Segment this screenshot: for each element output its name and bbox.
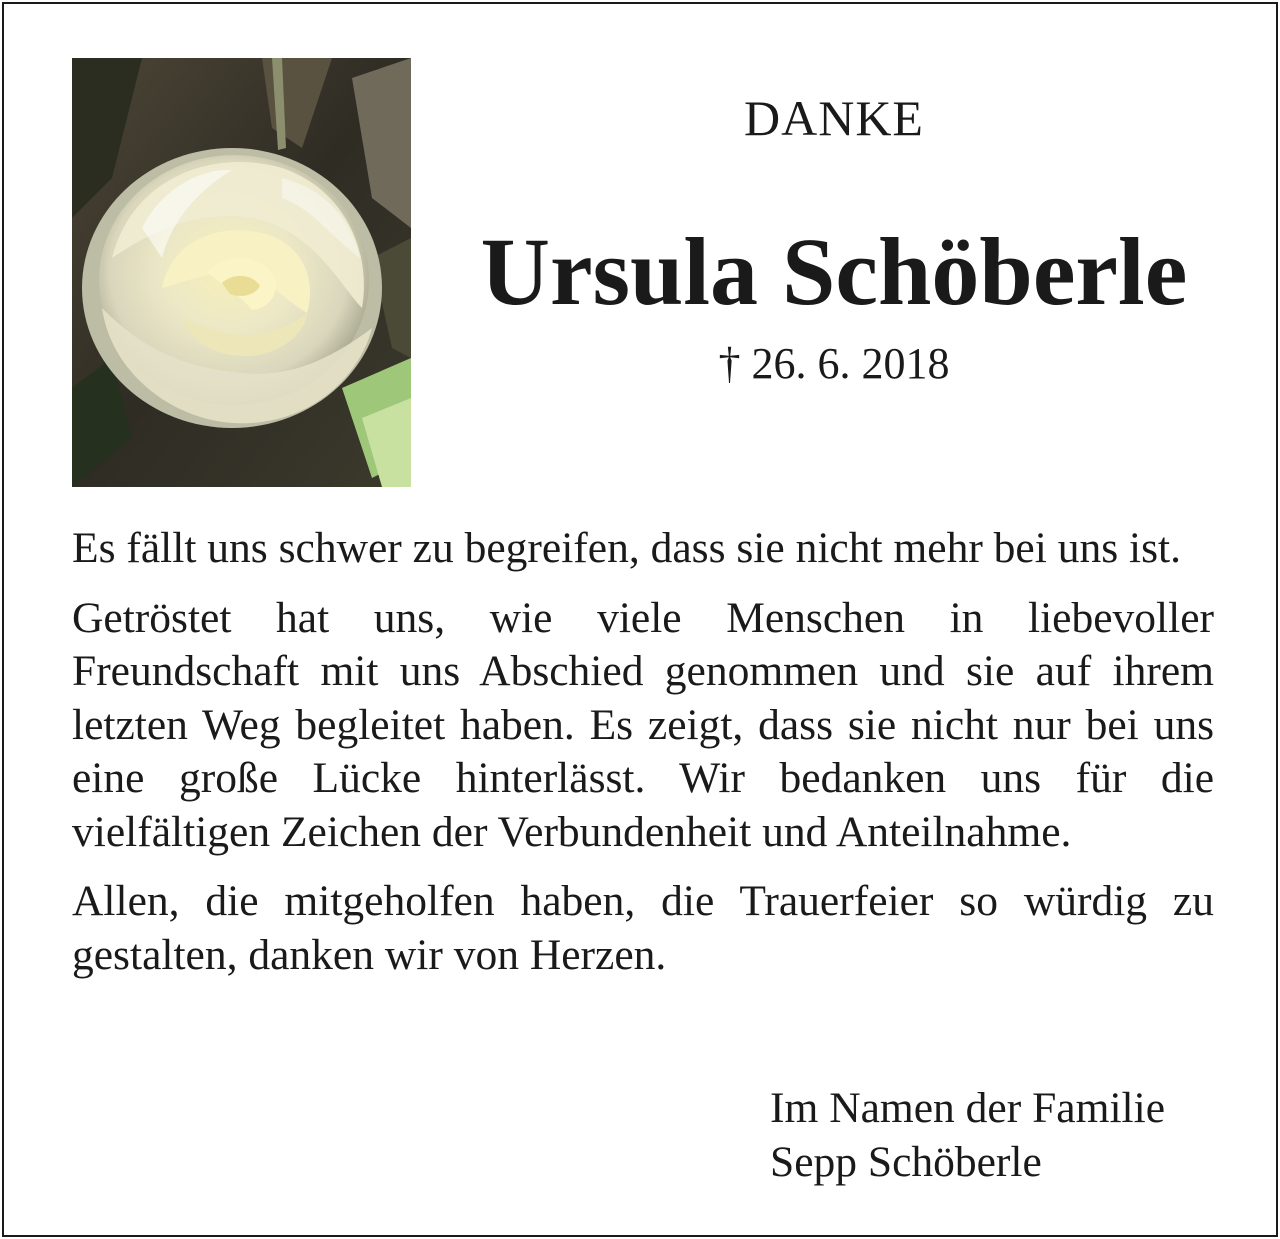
signature-name: Sepp Schöberle — [770, 1137, 1042, 1186]
thanks-heading: DANKE — [744, 90, 924, 146]
thanks-text — [72, 522, 1214, 998]
signature — [770, 1082, 1165, 1189]
obituary-card — [2, 2, 1278, 1237]
paragraph: Allen, die mitgeholfen haben, die Trauerfeier so würdig zu gestalten, danken wir von Herzen. — [72, 877, 1214, 979]
death-date: † 26. 6. 2018 — [718, 339, 950, 388]
deceased-name: Ursula Schöberle — [480, 218, 1188, 325]
notice-heading — [444, 88, 1224, 390]
white-rose-photo — [72, 58, 411, 487]
signature-line: Im Namen der Familie — [770, 1084, 1166, 1132]
paragraph: Es fällt uns schwer zu begreifen, dass sie nicht mehr bei uns ist. — [72, 524, 1181, 572]
paragraph: Getröstet hat uns, wie viele Menschen in liebevoller Freundschaft mit uns Abschied genommen und sie auf ihrem letzten Weg begleitet haben. Es zeigt, dass sie nicht nur bei uns eine große Lücke hinterlässt. Wir bedanken uns für die vielfältigen Zeichen der Verbundenheit und Anteilnahme. — [72, 593, 1214, 856]
